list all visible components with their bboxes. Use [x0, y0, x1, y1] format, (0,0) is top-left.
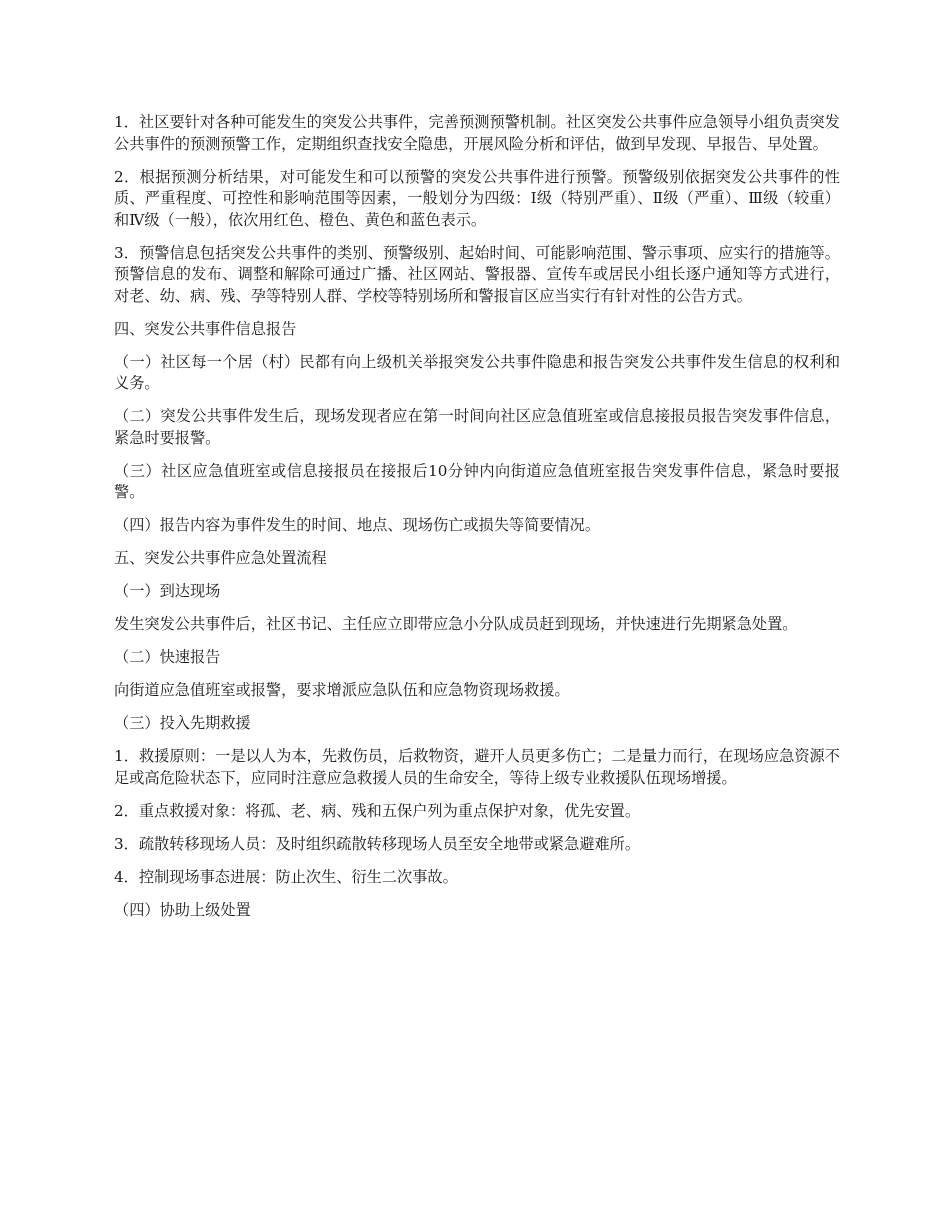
- paragraph-control-situation: 4．控制现场事态进展：防止次生、衍生二次事故。: [114, 867, 458, 886]
- paragraph-rescue-targets: 2．重点救援对象：将孤、老、病、残和五保户列为重点保护对象，优先安置。: [114, 801, 641, 820]
- paragraph-report-first-time: （二）突发公共事件发生后，现场发现者应在第一时间向社区应急值班室或信息接报员报告突发事件信息，紧急时要报警。: [114, 407, 840, 447]
- paragraph-warning-levels: 2．根据预测分析结果，对可能发生和可以预警的突发公共事件进行预警。预警级别依据突发公共事件的性质、严重程度、可控性和影响范围等因素，一般划分为四级：Ⅰ级（特别严重）、Ⅱ级（严重）、Ⅲ级（较重）和Ⅳ级（一般），依次用红色、橙色、黄色和蓝色表示。: [114, 167, 840, 229]
- paragraph-report-content: （四）报告内容为事件发生的时间、地点、现场伤亡或损失等简要情况。: [114, 516, 600, 534]
- subheading-arrive-scene: （一）到达现场: [114, 582, 221, 600]
- paragraph-quick-report: 向街道应急值班室或报警，要求增派应急队伍和应急物资现场救援。: [114, 681, 570, 699]
- section-heading-info-report: 四、突发公共事件信息报告: [114, 319, 297, 338]
- paragraph-evacuation: 3．疏散转移现场人员：及时组织疏散转移现场人员至安全地带或紧急避难所。: [114, 834, 641, 853]
- paragraph-warning-info: 3．预警信息包括突发公共事件的类别、预警级别、起始时间、可能影响范围、警示事项、应实行的措施等。预警信息的发布、调整和解除可通过广播、社区网站、警报器、宣传车或居民小组长逐户通知等方式进行，对老、幼、病、残、孕等特别人群、学校等特别场所和警报盲区应当实行有针对性的公告方式。: [114, 243, 840, 305]
- document-body: [114, 112, 840, 933]
- paragraph-rescue-principle: 1．救援原则：一是以人为本，先救伤员，后救物资，避开人员更多伤亡；二是量力而行，在现场应急资源不足或高危险状态下，应同时注意应急救援人员的生命安全，等待上级专业救援队伍现场增援。: [114, 747, 840, 787]
- paragraph-report-ten-minutes: （三）社区应急值班室或信息接报员在接报后10分钟内向街道应急值班室报告突发事件信息，紧急时要报警。: [114, 461, 840, 501]
- subheading-quick-report: （二）快速报告: [114, 648, 221, 666]
- section-heading-response-process: 五、突发公共事件应急处置流程: [114, 549, 327, 567]
- subheading-assist-superior: （四）协助上级处置: [114, 900, 251, 919]
- subheading-early-rescue: （三）投入先期救援: [114, 714, 251, 732]
- paragraph-arrive-scene: 发生突发公共事件后，社区书记、主任应立即带应急小分队成员赶到现场，并快速进行先期紧急处置。: [114, 615, 798, 633]
- paragraph-warning-mechanism: 1．社区要针对各种可能发生的突发公共事件，完善预测预警机制。社区突发公共事件应急领导小组负责突发公共事件的预测预警工作，定期组织查找安全隐患，开展风险分析和评估，做到早发现、早报告、早处置。: [114, 113, 840, 153]
- paragraph-report-rights: （一）社区每一个居（村）民都有向上级机关举报突发公共事件隐患和报告突发公共事件发生信息的权利和义务。: [114, 352, 840, 392]
